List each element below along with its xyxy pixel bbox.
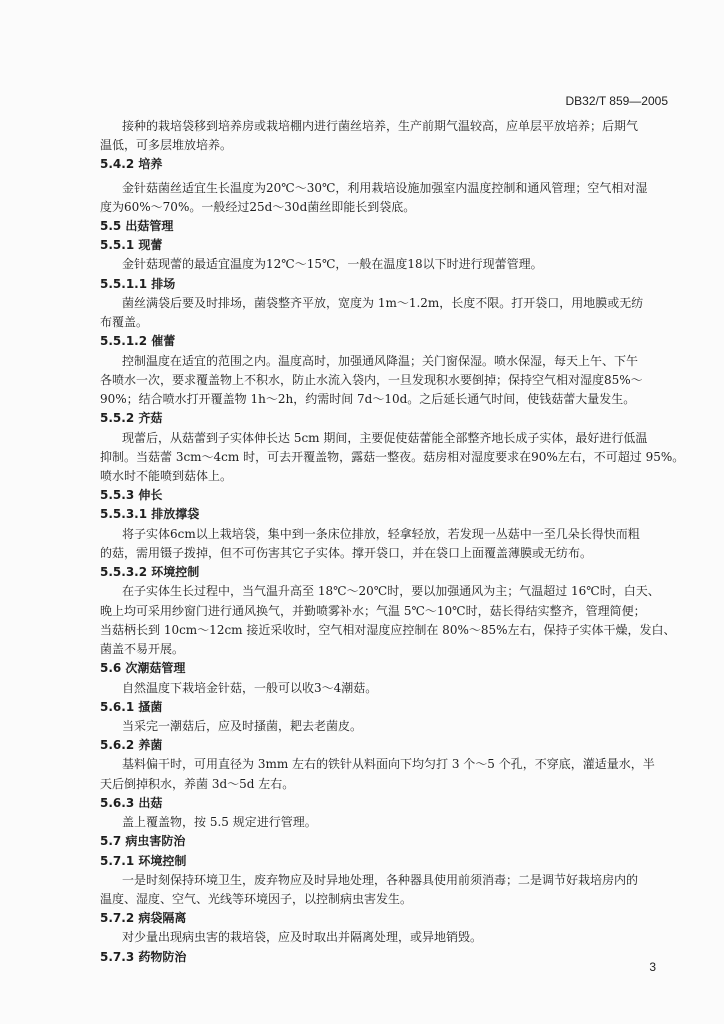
section-heading: 5.5.1.2 催蕾	[100, 334, 176, 348]
body-text: 控制温度在适宜的范围之内。温度高时，加强通风降温；关门窗保湿。喷水保湿，每天上午、下午	[122, 354, 639, 368]
body-text: 温低，可多层堆放培养。	[100, 138, 233, 152]
body-text: 盖上覆盖物，按 5.5 规定进行管理。	[122, 815, 317, 829]
section-heading: 5.6 次潮菇管理	[100, 661, 186, 675]
body-text: 喷水时不能喷到菇体上。	[100, 469, 233, 483]
body-text: 基料偏干时，可用直径为 3mm 左右的铁针从料面向下均匀打 3 个～5 个孔，不穿底，灌适量水，半	[122, 757, 655, 771]
body-text: 一是时刻保持环境卫生，废弃物应及时异地处理，各种器具使用前须消毒；二是调节好栽培房内的	[122, 873, 639, 887]
section-heading: 5.5.2 齐菇	[100, 411, 163, 425]
body-text: 度为60%～70%。一般经过25d～30d菌丝即能长到袋底。	[100, 200, 416, 214]
section-heading: 5.5.1.1 排场	[100, 277, 176, 291]
section-heading: 5.5.3.2 环境控制	[100, 565, 200, 579]
section-heading: 5.7 病虫害防治	[100, 834, 186, 848]
body-text: 各喷水一次，要求覆盖物上不积水，防止水流入袋内，一旦发现积水要倒掉；保持空气相对湿度85%～	[100, 373, 643, 387]
body-text: 菌盖不易开展。	[100, 642, 185, 656]
body-text: 现蕾后，从菇蕾到子实体伸长达 5cm 期间，主要促使菇蕾能全部整齐地长成子实体，最好进行低温	[122, 431, 648, 445]
body-text: 布覆盖。	[100, 315, 149, 329]
section-heading: 5.6.2 养菌	[100, 738, 163, 752]
section-heading: 5.5.3.1 排放撑袋	[100, 507, 200, 521]
body-text: 抑制。当菇蕾 3cm～4cm 时，可去开覆盖物，露菇一整夜。菇房相对湿度要求在90%左右，不可超过 95%。	[100, 450, 685, 464]
body-text: 当菇柄长到 10cm～12cm 接近采收时，空气相对湿度应控制在 80%～85%左右，保持子实体干燥，发白、	[100, 623, 676, 637]
page-number: 3	[649, 960, 656, 974]
section-heading: 5.7.1 环境控制	[100, 854, 187, 868]
section-heading: 5.6.3 出菇	[100, 796, 163, 810]
body-text: 金针菇现蕾的最适宜温度为12℃～15℃，一般在温度18以下时进行现蕾管理。	[122, 257, 543, 271]
section-heading: 5.5.3 伸长	[100, 488, 163, 502]
section-heading: 5.5.1 现蕾	[100, 238, 163, 252]
body-text: 对少量出现病虫害的栽培袋，应及时取出并隔离处理，或异地销毁。	[122, 930, 483, 944]
body-text: 金针菇菌丝适宜生长温度为20℃～30℃，利用栽培设施加强室内温度控制和通风管理；空气相对湿	[122, 181, 648, 195]
section-heading: 5.4.2 培养	[100, 157, 163, 171]
section-heading: 5.6.1 搔菌	[100, 700, 163, 714]
body-text: 菌丝满袋后要及时排场，菌袋整齐平放，宽度为 1m～1.2m，长度不限。打开袋口，用地膜或无纺	[122, 296, 644, 310]
body-text: 接种的栽培袋移到培养房或栽培棚内进行菌丝培养，生产前期气温较高，应单层平放培养；后期气	[122, 119, 639, 133]
body-text: 温度、湿度、空气、光线等环境因子，以控制病虫害发生。	[100, 892, 413, 906]
body-text: 在子实体生长过程中，当气温升高至 18℃～20℃时，要以加强通风为主；气温超过 16℃时，白天、	[122, 584, 660, 598]
body-text: 自然温度下栽培金针菇，一般可以收3～4潮菇。	[122, 681, 378, 695]
standard-code-header: DB32/T 859—2005	[565, 94, 668, 108]
body-text: 将子实体6cm以上栽培袋，集中到一条床位排放，轻拿轻放，若发现一丛菇中一至几朵长得快而粗	[122, 527, 640, 541]
section-heading: 5.7.3 药物防治	[100, 950, 187, 964]
section-heading: 5.7.2 病袋隔离	[100, 911, 187, 925]
body-text: 90%；结合喷水打开覆盖物 1h～2h，约需时间 7d～10d。之后延长通气时间，使钱菇蕾大量发生。	[100, 392, 636, 406]
body-text: 晚上均可采用纱窗门进行通风换气，并勤喷雾补水；气温 5℃～10℃时，菇长得结实整齐，管理简便；	[100, 604, 646, 618]
body-text: 天后倒掉积水，养菌 3d～5d 左右。	[100, 777, 295, 791]
body-text: 的菇，需用镊子拨掉，但不可伤害其它子实体。撑开袋口，并在袋口上面覆盖薄膜或无纺布。	[100, 546, 593, 560]
section-heading: 5.5 出菇管理	[100, 219, 174, 233]
body-text: 当采完一潮菇后，应及时搔菌，耙去老菌皮。	[122, 719, 363, 733]
